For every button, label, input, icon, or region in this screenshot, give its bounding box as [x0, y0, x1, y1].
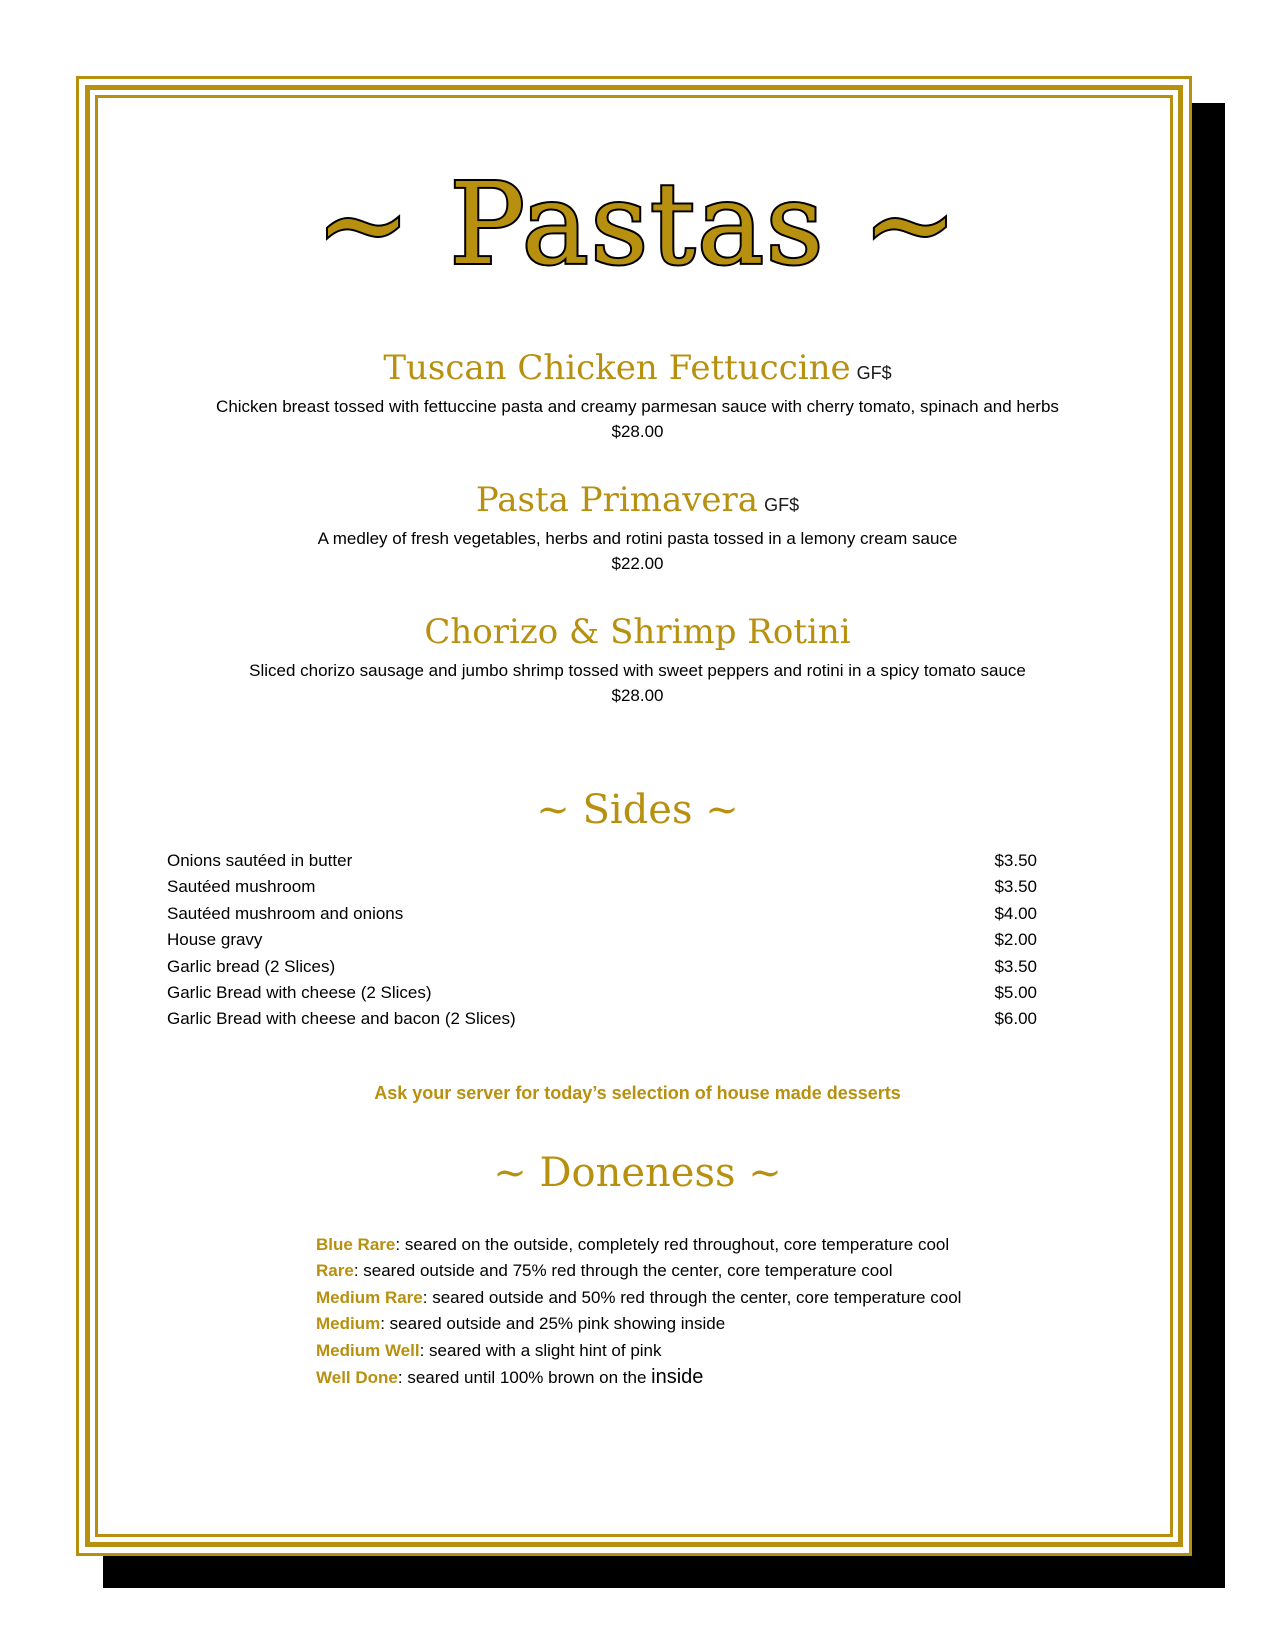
dish-price: $28.00 — [611, 422, 664, 441]
side-item-price: $5.00 — [994, 983, 1037, 1003]
sides-list — [167, 848, 1037, 1033]
doneness-level — [316, 1258, 1016, 1284]
doneness-description: : seared outside and 75% red through the center, core temperature cool — [353, 1261, 893, 1281]
side-item-price: $6.00 — [994, 1009, 1037, 1029]
side-item — [167, 1006, 1037, 1032]
doneness-level — [316, 1311, 1016, 1337]
doneness-level — [316, 1338, 1016, 1364]
side-item-price: $2.00 — [994, 930, 1037, 950]
side-item — [167, 901, 1037, 927]
side-item-name: Garlic Bread with cheese (2 Slices) — [167, 983, 432, 1003]
side-item — [167, 980, 1037, 1006]
doneness-term: Medium Well — [316, 1340, 420, 1360]
dish-tag: GF$ — [856, 363, 892, 383]
doneness-term: Medium Rare — [316, 1287, 423, 1307]
side-item-name: Garlic bread (2 Slices) — [167, 956, 336, 976]
page-title: ~ Pastas ~ — [316, 160, 959, 290]
dish-description: A medley of fresh vegetables, herbs and rotini pasta tossed in a lemony cream sauce — [317, 529, 958, 548]
side-item — [167, 954, 1037, 980]
dish-price: $28.00 — [611, 686, 664, 705]
side-item-name: Sautéed mushroom — [167, 877, 316, 897]
dish-description: Chicken breast tossed with fettuccine pasta and creamy parmesan sauce with cherry tomato, spinach and herbs — [216, 397, 1059, 416]
dish-name: Chorizo & Shrimp Rotini — [424, 612, 851, 652]
side-item — [167, 874, 1037, 900]
doneness-list — [316, 1232, 1016, 1391]
doneness-description-tail: inside — [651, 1366, 704, 1389]
side-item-price: $4.00 — [994, 903, 1037, 923]
side-item-name: Sautéed mushroom and onions — [167, 903, 404, 923]
doneness-term: Well Done — [316, 1368, 398, 1388]
sides-heading: ~ Sides ~ — [536, 787, 739, 833]
doneness-description: : seared with a slight hint of pink — [419, 1340, 662, 1360]
doneness-description: : seared outside and 25% pink showing inside — [380, 1314, 726, 1334]
dish-pasta-primavera — [0, 478, 1275, 576]
doneness-level — [316, 1285, 1016, 1311]
doneness-level — [316, 1232, 1016, 1258]
side-item-price: $3.50 — [994, 877, 1037, 897]
dish-tuscan-chicken-fettuccine — [0, 346, 1275, 444]
side-item-name: House gravy — [167, 930, 263, 950]
dessert-note: Ask your server for today’s selection of house made desserts — [374, 1083, 901, 1103]
dish-name: Tuscan Chicken Fettuccine — [383, 348, 851, 388]
dish-tag: GF$ — [764, 495, 800, 515]
side-item — [167, 927, 1037, 953]
side-item — [167, 848, 1037, 874]
side-item-price: $3.50 — [994, 956, 1037, 976]
dish-description: Sliced chorizo sausage and jumbo shrimp tossed with sweet peppers and rotini in a spicy tomato sauce — [249, 661, 1026, 680]
doneness-term: Blue Rare — [316, 1235, 396, 1254]
side-item-name: Garlic Bread with cheese and bacon (2 Slices) — [167, 1009, 516, 1029]
doneness-description: : seared until 100% brown on the — [397, 1368, 652, 1388]
dish-chorizo-shrimp-rotini — [0, 610, 1275, 708]
side-item-name: Onions sautéed in butter — [167, 851, 353, 870]
doneness-level — [316, 1364, 1016, 1391]
doneness-heading: ~ Doneness ~ — [493, 1150, 782, 1196]
doneness-term: Rare — [316, 1261, 354, 1281]
dish-price: $22.00 — [611, 554, 664, 573]
doneness-term: Medium — [316, 1314, 381, 1334]
doneness-description: : seared on the outside, completely red throughout, core temperature cool — [395, 1235, 950, 1254]
dish-name: Pasta Primavera — [475, 480, 759, 520]
doneness-description: : seared outside and 50% red through the center, core temperature cool — [422, 1287, 962, 1307]
side-item-price: $3.50 — [994, 851, 1037, 870]
